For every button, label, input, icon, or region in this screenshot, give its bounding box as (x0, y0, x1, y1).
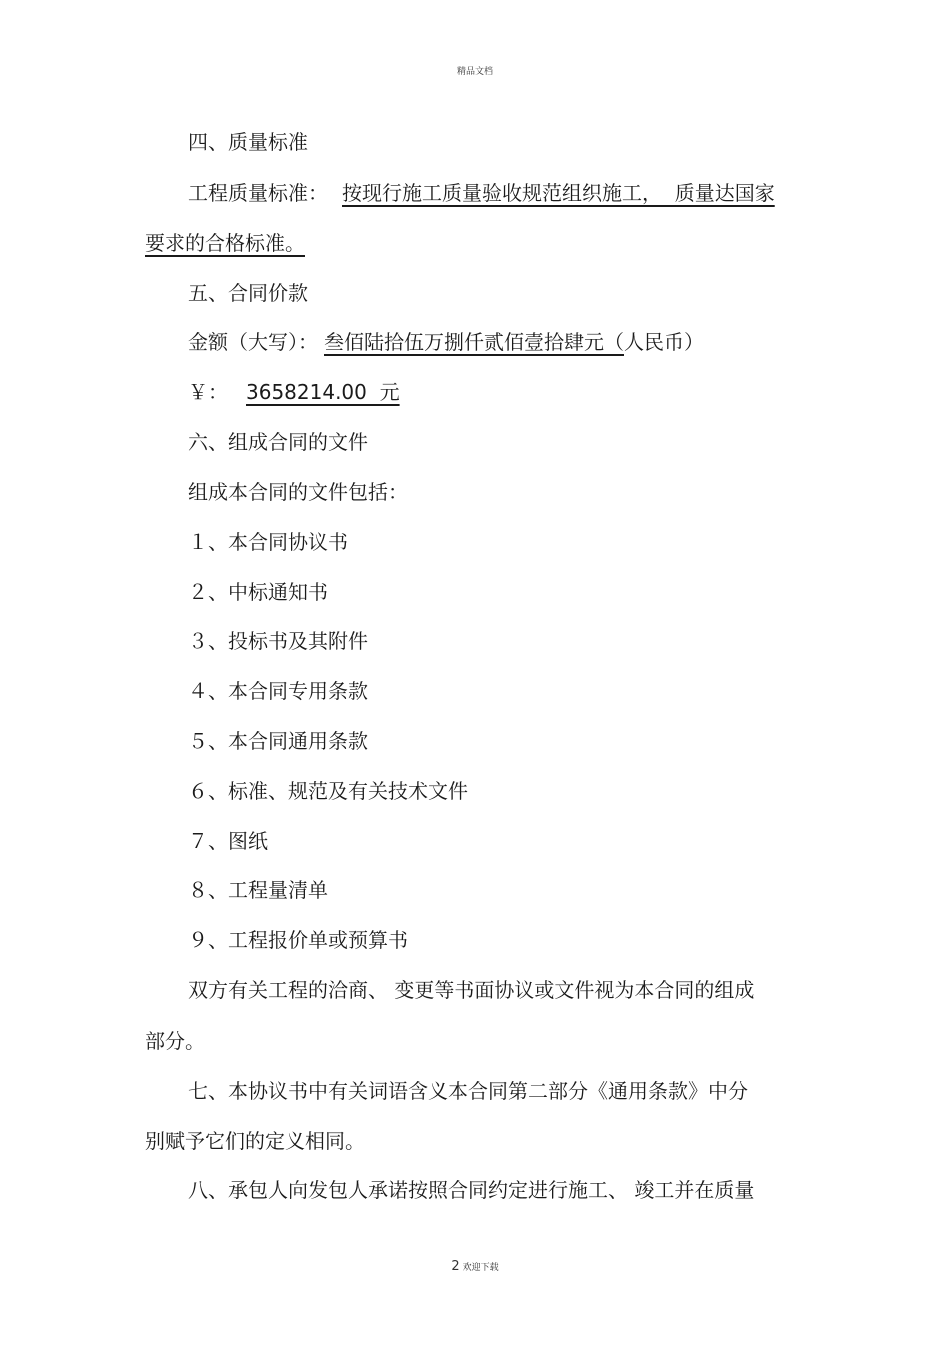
quality-standard-line (188, 180, 775, 206)
amount-currency: 人民币） (624, 330, 704, 354)
page-footer (0, 1259, 950, 1274)
section-7-text: 七、本协议书中有关词语含义本合同第二部分《通用条款》中分 (188, 1079, 748, 1103)
amount-figure-label: ￥： (188, 380, 228, 404)
list-item: ５、本合同通用条款 (188, 729, 368, 753)
list-item: ６、标准、规范及有关技术文件 (188, 779, 468, 803)
page-header: 精品文档 (456, 67, 493, 77)
amount-words-label: 金额（大写）： (188, 330, 318, 354)
amount-figure-line (188, 379, 400, 405)
section-5-title: 五、合同价款 (188, 281, 308, 305)
amount-figure-value: 3658214.00 元 (246, 380, 400, 404)
section-4-title: 四、质量标准 (188, 130, 308, 154)
list-item: ７、图纸 (188, 829, 268, 853)
quality-standard-label: 工程质量标准： (188, 181, 328, 205)
section-6-note: 双方有关工程的洽商、 变更等书面协议或文件视为本合同的组成 (188, 978, 755, 1002)
quality-standard-continued: 要求的合格标准。 (145, 231, 305, 255)
section-6-intro: 组成本合同的文件包括： (188, 480, 408, 504)
quality-standard-value: 按现行施工质量验收规范组织施工， 质量达国家 (342, 181, 775, 205)
list-item: ４、本合同专用条款 (188, 679, 368, 703)
list-item: ９、工程报价单或预算书 (188, 928, 408, 952)
section-7-text-continued: 别赋予它们的定义相同。 (145, 1129, 365, 1153)
list-item: ３、投标书及其附件 (188, 629, 368, 653)
list-item: ２、中标通知书 (188, 580, 328, 604)
amount-words-line (188, 329, 704, 355)
section-6-note-continued: 部分。 (145, 1029, 205, 1053)
amount-words-value: 叁佰陆拾伍万捌仟贰佰壹拾肆元（ (324, 330, 624, 354)
list-item: １、本合同协议书 (188, 530, 348, 554)
footer-text: 欢迎下载 (462, 1263, 499, 1273)
page-number: 2 (451, 1259, 460, 1274)
list-item: ８、工程量清单 (188, 878, 328, 902)
section-8-text: 八、承包人向发包人承诺按照合同约定进行施工、 竣工并在质量 (188, 1178, 755, 1202)
section-6-title: 六、组成合同的文件 (188, 430, 368, 454)
